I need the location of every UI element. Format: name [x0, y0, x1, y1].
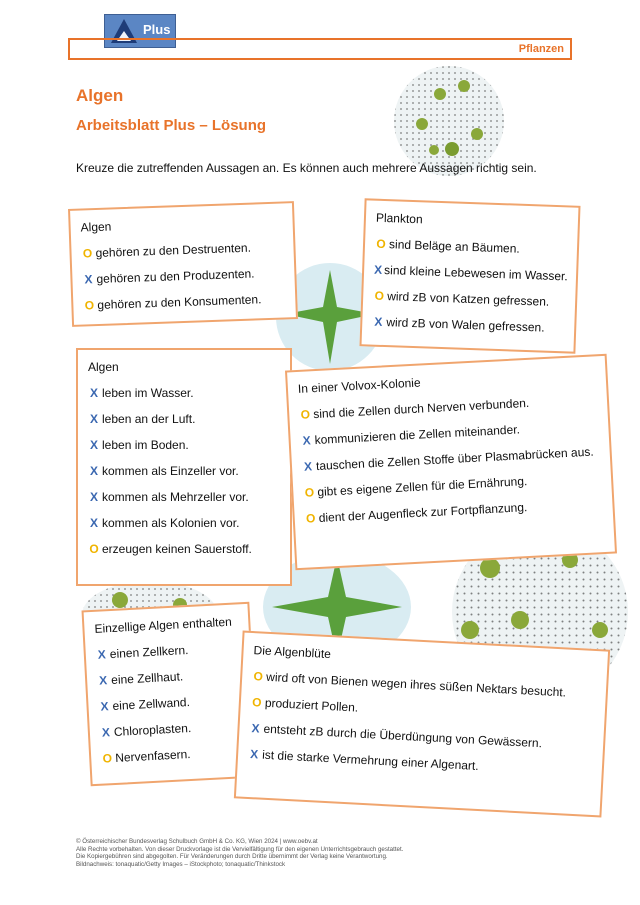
empty-circle-icon[interactable]: O [304, 485, 315, 500]
empty-circle-icon[interactable]: O [251, 695, 262, 710]
checked-cross-icon[interactable]: X [97, 647, 107, 662]
answer-option[interactable] [100, 718, 245, 740]
answer-option[interactable] [375, 237, 567, 258]
answer-option[interactable] [97, 666, 242, 688]
empty-circle-icon[interactable]: O [374, 288, 385, 304]
answer-text: ist die starke Vermehrung einer Algenart. [261, 747, 480, 774]
card-title: Algen [80, 219, 112, 235]
checked-cross-icon[interactable]: X [302, 433, 312, 448]
answer-option[interactable] [88, 516, 280, 530]
answer-text: wird oft von Bienen wegen ihres süßen Nektars besucht. [265, 669, 567, 700]
answer-text: wird zB von Walen gefressen. [386, 315, 545, 335]
card-algen-2 [76, 348, 292, 586]
answer-text: leben an der Luft. [102, 412, 196, 426]
answer-text: kommen als Kolonien vor. [102, 516, 240, 530]
answer-option[interactable] [372, 315, 564, 336]
answer-option[interactable] [304, 496, 602, 526]
answer-option[interactable] [299, 392, 597, 422]
answer-option[interactable] [82, 265, 284, 286]
answer-text: kommen als Einzeller vor. [102, 464, 239, 478]
answer-option[interactable] [88, 490, 280, 504]
logo-text: Plus [143, 22, 171, 37]
footer-line: © Österreichischer Bundesverlag Schulbuch GmbH & Co. KG, Wien 2024 | www.oebv.at [76, 838, 318, 845]
answer-option[interactable] [83, 291, 285, 312]
answer-text: produziert Pollen. [264, 695, 359, 715]
footer-line: Bildnachweis: tonaquatic/Getty Images – iStockphoto; tonaquatic/Thinkstock [76, 860, 286, 868]
checked-cross-icon[interactable]: X [374, 314, 383, 329]
answer-option[interactable] [252, 669, 596, 701]
answer-option[interactable] [251, 695, 595, 727]
checked-cross-icon[interactable]: X [89, 464, 98, 478]
answer-text: kommunizieren die Zellen miteinander. [314, 422, 521, 448]
checked-cross-icon[interactable]: X [89, 438, 98, 452]
card-einzellige [82, 602, 259, 787]
answer-text: gehören zu den Konsumenten. [97, 292, 262, 313]
checked-cross-icon[interactable]: X [89, 412, 98, 426]
answer-text: eine Zellwand. [112, 694, 191, 714]
card-title: In einer Volvox-Kolonie [297, 375, 421, 396]
empty-circle-icon[interactable]: O [102, 751, 113, 766]
empty-circle-icon[interactable]: O [376, 236, 386, 252]
answer-option[interactable] [98, 692, 243, 714]
answer-text: Nervenfasern. [114, 747, 191, 765]
empty-circle-icon[interactable]: O [84, 298, 95, 313]
card-plankton [359, 198, 580, 353]
answer-text: gibt es eigene Zellen für die Ernährung. [317, 474, 528, 500]
header-bar [68, 38, 572, 60]
answer-text: einen Zellkern. [109, 642, 189, 662]
answer-option[interactable] [101, 744, 246, 766]
footer [76, 838, 403, 868]
answer-option[interactable] [374, 263, 566, 284]
answer-option[interactable] [88, 438, 280, 452]
answer-text: kommen als Mehrzeller vor. [102, 490, 249, 504]
subject-label: Pflanzen [518, 43, 564, 55]
card-title: Algen [88, 360, 119, 374]
checked-cross-icon[interactable]: X [251, 721, 260, 736]
answer-text: Chloroplasten. [113, 720, 192, 739]
empty-circle-icon[interactable]: O [89, 542, 99, 556]
empty-circle-icon[interactable]: O [305, 511, 316, 526]
card-title: Einzellige Algen enthalten [94, 614, 233, 636]
footer-line: Die Kopiergebühren sind abgegolten. Für Veränderungen durch Dritte übernimmt der Verlag keine Verantwortung. [76, 853, 388, 861]
answer-option[interactable] [81, 239, 283, 260]
answer-option[interactable] [302, 444, 600, 474]
answer-option[interactable] [303, 470, 601, 500]
page-subtitle: Arbeitsblatt Plus – Lösung [76, 117, 267, 134]
answer-option[interactable] [88, 464, 280, 478]
answer-text: leben im Boden. [102, 438, 189, 452]
answer-text: dient der Augenfleck zur Fortpflanzung. [318, 500, 528, 525]
checked-cross-icon[interactable]: X [101, 725, 111, 740]
answer-text: sind Beläge an Bäumen. [388, 237, 520, 256]
answer-text: leben im Wasser. [102, 386, 194, 400]
answer-option[interactable] [95, 640, 240, 662]
answer-text: entsteht zB durch die Überdüngung von Gewässern. [263, 721, 543, 751]
checked-cross-icon[interactable]: X [100, 699, 109, 714]
answer-option[interactable] [373, 289, 565, 310]
answer-option[interactable] [88, 542, 280, 556]
footer-line: Alle Rechte vorbehalten. Von dieser Druckvorlage ist die Vervielfältigung für den eigenen Unterrichtsgebrauch gestattet. [76, 845, 404, 853]
instruction-text: Kreuze die zutreffenden Aussagen an. Es können auch mehrere Aussagen richtig sein. [76, 161, 537, 175]
answer-text: eine Zellhaut. [110, 669, 184, 688]
answer-option[interactable] [249, 721, 593, 753]
card-title: Plankton [375, 210, 423, 227]
checked-cross-icon[interactable]: X [249, 747, 259, 762]
answer-text: erzeugen keinen Sauerstoff. [102, 542, 252, 556]
answer-option[interactable] [300, 418, 598, 448]
checked-cross-icon[interactable]: X [373, 262, 383, 277]
page-title: Algen [76, 86, 124, 105]
answer-text: sind die Zellen durch Nerven verbunden. [312, 395, 530, 422]
answer-option[interactable] [88, 386, 280, 400]
checked-cross-icon[interactable]: X [303, 459, 313, 474]
checked-cross-icon[interactable]: X [89, 386, 98, 400]
card-algenbluete [234, 630, 610, 817]
empty-circle-icon[interactable]: O [253, 669, 264, 684]
checked-cross-icon[interactable]: X [89, 516, 98, 530]
checked-cross-icon[interactable]: X [89, 490, 98, 504]
answer-text: gehören zu den Produzenten. [96, 266, 255, 287]
checked-cross-icon[interactable]: X [98, 673, 108, 688]
answer-option[interactable] [88, 412, 280, 426]
checked-cross-icon[interactable]: X [84, 272, 93, 287]
card-algen-1 [68, 201, 298, 327]
card-title: Die Algenblüte [253, 643, 332, 662]
answer-option[interactable] [248, 747, 592, 779]
empty-circle-icon[interactable]: O [82, 246, 93, 261]
answer-text: gehören zu den Destruenten. [95, 240, 252, 261]
empty-circle-icon[interactable]: O [300, 407, 311, 422]
answer-text: sind kleine Lebewesen im Wasser. [383, 263, 568, 284]
answer-text: tauschen die Zellen Stoffe über Plasmabrücken aus. [315, 444, 594, 474]
card-volvox [285, 354, 617, 571]
answer-text: wird zB von Katzen gefressen. [387, 289, 550, 309]
